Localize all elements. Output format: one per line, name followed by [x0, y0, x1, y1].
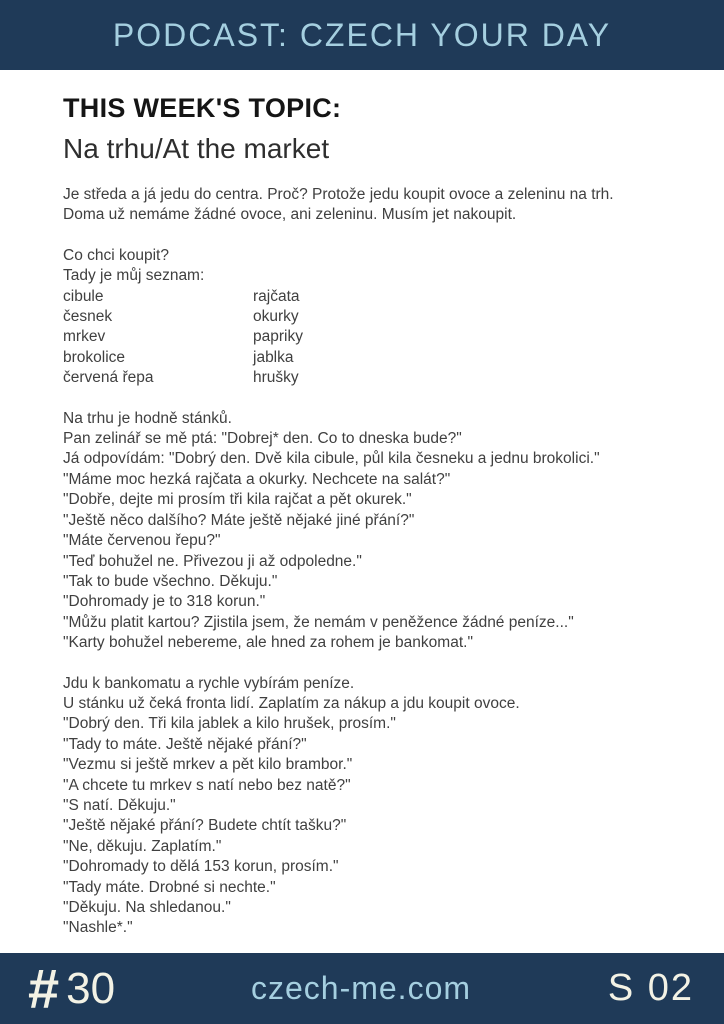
list-item-right: rajčata	[253, 287, 300, 305]
hash-symbol: #	[28, 956, 60, 1020]
list-item-right: hrušky	[253, 369, 299, 387]
dialog-line: "S natí. Děkuju."	[63, 796, 176, 814]
dialog-line: "Děkuju. Na shledanou."	[63, 899, 231, 916]
intro-paragraph	[63, 185, 684, 226]
text-line: Doma už nemáme žádné ovoce, ani zeleninu. Musím jet nakoupit.	[63, 206, 517, 224]
dialog-line: "Karty bohužel nebereme, ale hned za rohem je bankomat."	[63, 634, 473, 652]
dialog-line: "Tady máte. Drobné si nechte."	[63, 878, 276, 896]
list-item	[63, 348, 684, 368]
podcast-title: PODCAST: CZECH YOUR DAY	[112, 16, 612, 53]
dialog-line: "Dohromady to dělá 153 korun, prosím."	[63, 858, 339, 876]
dialog-line: "Vezmu si ještě mrkev a pět kilo brambor."	[63, 756, 353, 774]
list-item-right: jablka	[253, 348, 294, 366]
dialog-line: "Dobrý den. Tři kila jablek a kilo hrušek, prosím."	[63, 715, 396, 733]
dialog-line: U stánku už čeká fronta lidí. Zaplatím za nákup a jdu koupit ovoce.	[63, 694, 520, 712]
dialog-line: "Nashle*."	[63, 919, 133, 937]
dialog-line: "Tak to bude všechno. Děkuju."	[63, 572, 278, 590]
shopping-list-section	[63, 246, 684, 389]
fruit-dialog-paragraph	[63, 674, 684, 939]
dialog-line: Pan zelinář se mě ptá: "Dobrej* den. Co to dneska bude?"	[63, 430, 462, 448]
dialog-line: Já odpovídám: "Dobrý den. Dvě kila cibule, půl kila česneku a jednu brokolici."	[63, 450, 600, 468]
text-line: Co chci koupit?	[63, 246, 169, 264]
dialog-line: "A chcete tu mrkev s natí nebo bez natě?"	[63, 776, 351, 794]
text-line: Je středa a já jedu do centra. Proč? Protože jedu koupit ovoce a zeleninu na trh.	[63, 186, 614, 203]
list-item-left: brokolice	[63, 348, 126, 366]
dialog-line: "Můžu platit kartou? Zjistila jsem, že nemám v peněžence žádné peníze..."	[63, 613, 574, 631]
footer-bar	[0, 953, 724, 1024]
list-item-left: cibule	[63, 287, 104, 305]
website-link[interactable]: czech-me.com	[250, 970, 472, 1006]
list-item	[63, 368, 684, 388]
dialog-line: "Teď bohužel ne. Přivezou ji až odpoledne."	[63, 552, 362, 570]
topic-title: Na trhu/At the market	[63, 133, 330, 164]
list-item-left: červená řepa	[63, 369, 154, 387]
list-item-right: papriky	[253, 328, 303, 346]
episode-value: 30	[66, 963, 116, 1013]
market-dialog-paragraph	[63, 409, 684, 654]
dialog-line: "Ještě nějaké přání? Budete chtít tašku?"	[63, 817, 347, 835]
episode-number	[28, 956, 198, 1020]
list-item	[63, 327, 684, 347]
dialog-line: "Tady to máte. Ještě nějaké přání?"	[63, 735, 307, 753]
topic-label: THIS WEEK'S TOPIC:	[63, 93, 342, 123]
content-area	[0, 70, 724, 953]
dialog-line: "Dohromady je to 318 korun."	[63, 593, 266, 611]
dialog-line: "Ne, děkuju. Zaplatím."	[63, 837, 222, 855]
list-item-left: česnek	[63, 308, 113, 326]
list-item	[63, 307, 684, 327]
dialog-line: Na trhu je hodně stánků.	[63, 409, 232, 427]
header-bar	[0, 0, 724, 70]
list-item-left: mrkev	[63, 328, 106, 346]
text-line: Tady je můj seznam:	[63, 267, 205, 285]
season-label: S 02	[607, 967, 694, 1009]
dialog-line: "Dobře, dejte mi prosím tři kila rajčat a pět okurek."	[63, 491, 412, 509]
dialog-line: "Ještě něco dalšího? Máte ještě nějaké jiné přání?"	[63, 511, 415, 529]
dialog-line: "Máte červenou řepu?"	[63, 532, 221, 550]
dialog-line: "Máme moc hezká rajčata a okurky. Nechcete na salát?"	[63, 470, 451, 488]
dialog-line: Jdu k bankomatu a rychle vybírám peníze.	[63, 674, 355, 692]
list-item-right: okurky	[253, 308, 299, 326]
list-item	[63, 287, 684, 307]
